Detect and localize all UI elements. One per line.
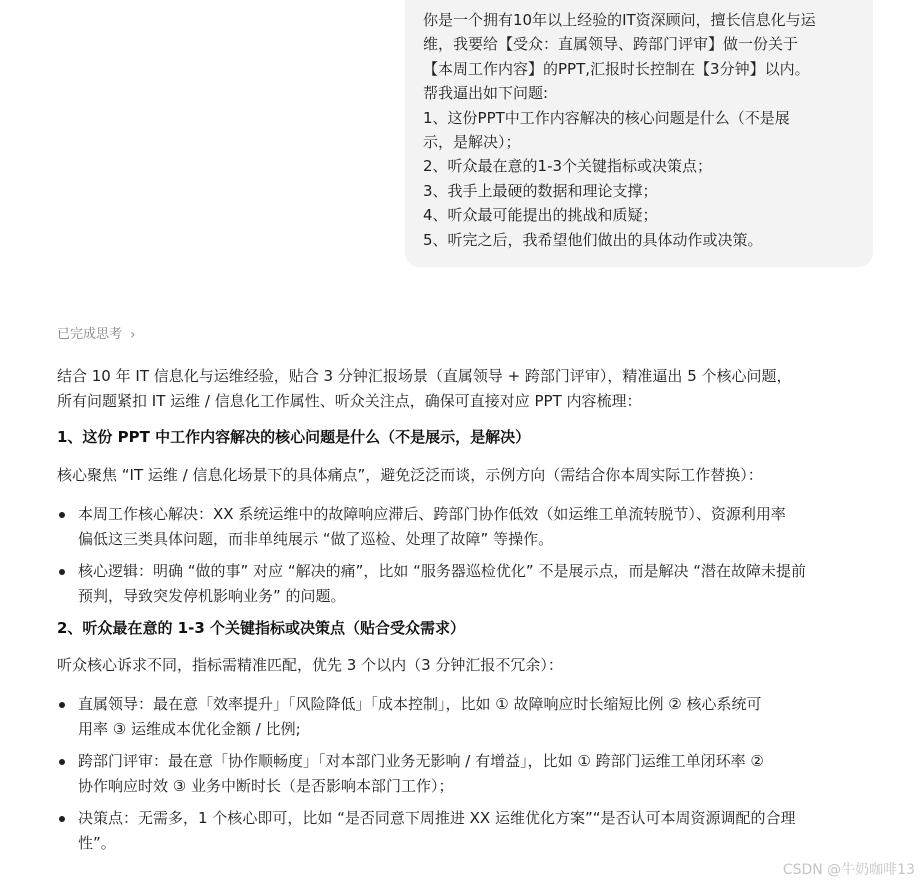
- user-message-line: 【本周工作内容】的PPT,汇报时长控制在【3分钟】以内。: [423, 59, 810, 78]
- list-item-line: 直属领导：最在意「效率提升」「风险降低」「成本控制」，比如 ① 故障响应时长缩短比例 ② 核心系统可: [78, 695, 762, 713]
- user-message-line: 4、听众最可能提出的挑战和质疑；: [423, 206, 658, 225]
- list-item-line: 性”。: [78, 834, 116, 852]
- section-2-heading: 2、听众最在意的 1-3 个关键指标或决策点（贴合受众需求）: [57, 619, 465, 637]
- list-item-line: 核心逻辑：明确 “做的事” 对应 “解决的痛”，比如 “服务器巡检优化” 不是展示点，而是解决 “潜在故障未提前: [78, 562, 807, 580]
- user-message-line: 5、听完之后，我希望他们做出的具体动作或决策。: [423, 230, 763, 249]
- user-message-line: 2、听众最在意的1-3个关键指标或决策点；: [423, 157, 713, 176]
- list-item-line: 预判，导致突发停机影响业务” 的问题。: [78, 587, 346, 605]
- thinking-toggle[interactable]: [57, 325, 136, 345]
- bullet-dot-icon: [59, 569, 65, 575]
- section-1-lead-text: 核心聚焦 “IT 运维 / 信息化场景下的具体痛点”，避免泛泛而谈，示例方向（需结合你本周实际工作替换）：: [57, 466, 763, 484]
- csdn-watermark: CSDN @牛奶咖啡13: [782, 862, 915, 878]
- user-message-line: 你是一个拥有10年以上经验的IT资深顾问，擅长信息化与运: [423, 11, 816, 29]
- section-1-bullet-list: [57, 502, 877, 609]
- section-2-bullet-list: [57, 692, 877, 856]
- bullet-dot-icon: [59, 512, 65, 518]
- answer-intro: [57, 364, 877, 414]
- bullet-dot-icon: [59, 702, 65, 708]
- list-item: [57, 692, 877, 742]
- section-1-heading: 1、这份 PPT 中工作内容解决的核心问题是什么（不是展示，是解决）: [57, 428, 531, 446]
- list-item: [57, 502, 877, 552]
- list-item-line: 本周工作核心解决：XX 系统运维中的故障响应滞后、跨部门协作低效（如运维工单流转脱节）、资源利用率: [78, 505, 786, 523]
- list-item-line: 偏低这三类具体问题，而非单纯展示 “做了巡检、处理了故障” 等操作。: [78, 530, 554, 548]
- user-message-line: 3、我手上最硬的数据和理论支撑；: [423, 181, 658, 200]
- list-item: [57, 806, 877, 856]
- bullet-dot-icon: [59, 759, 65, 765]
- chevron-right-icon: ›: [130, 327, 136, 343]
- list-item-line: 协作响应时效 ③ 业务中断时长（是否影响本部门工作）；: [78, 777, 454, 795]
- user-message-line: 示，是解决）；: [423, 133, 521, 152]
- user-message-line: 帮我逼出如下问题:: [423, 84, 549, 103]
- list-item: [57, 559, 877, 609]
- list-item-line: 用率 ③ 运维成本优化金额 / 比例;: [78, 720, 301, 738]
- user-message-line: 1、这份PPT中工作内容解决的核心问题是什么（不是展: [423, 108, 790, 127]
- section-2-lead-text: 听众核心诉求不同，指标需精准匹配，优先 3 个以内（3 分钟汇报不冗余）：: [57, 656, 563, 674]
- list-item-line: 决策点：无需多，1 个核心即可，比如 “是否同意下周推进 XX 运维优化方案”“是否认可本周资源调配的合理: [78, 809, 796, 827]
- section-2-lead: [57, 653, 877, 678]
- bullet-dot-icon: [59, 816, 65, 822]
- list-item: [57, 749, 877, 799]
- thinking-label: 已完成思考: [57, 327, 123, 342]
- assistant-answer: [57, 364, 877, 856]
- answer-intro-line: 所有问题紧扣 IT 运维 / 信息化工作属性、听众关注点，确保可直接对应 PPT 内容梳理：: [57, 392, 642, 410]
- user-message-bubble: [405, 0, 873, 267]
- answer-intro-line: 结合 10 年 IT 信息化与运维经验，贴合 3 分钟汇报场景（直属领导 + 跨部门评审），精准逼出 5 个核心问题，: [57, 367, 792, 385]
- list-item-line: 跨部门评审：最在意「协作顺畅度」「对本部门业务无影响 / 有增益」，比如 ① 跨部门运维工单闭环率 ②: [78, 752, 764, 770]
- section-1-lead: [57, 463, 877, 488]
- user-message-line: 维，我要给【受众：直属领导、跨部门评审】做一份关于: [423, 35, 799, 54]
